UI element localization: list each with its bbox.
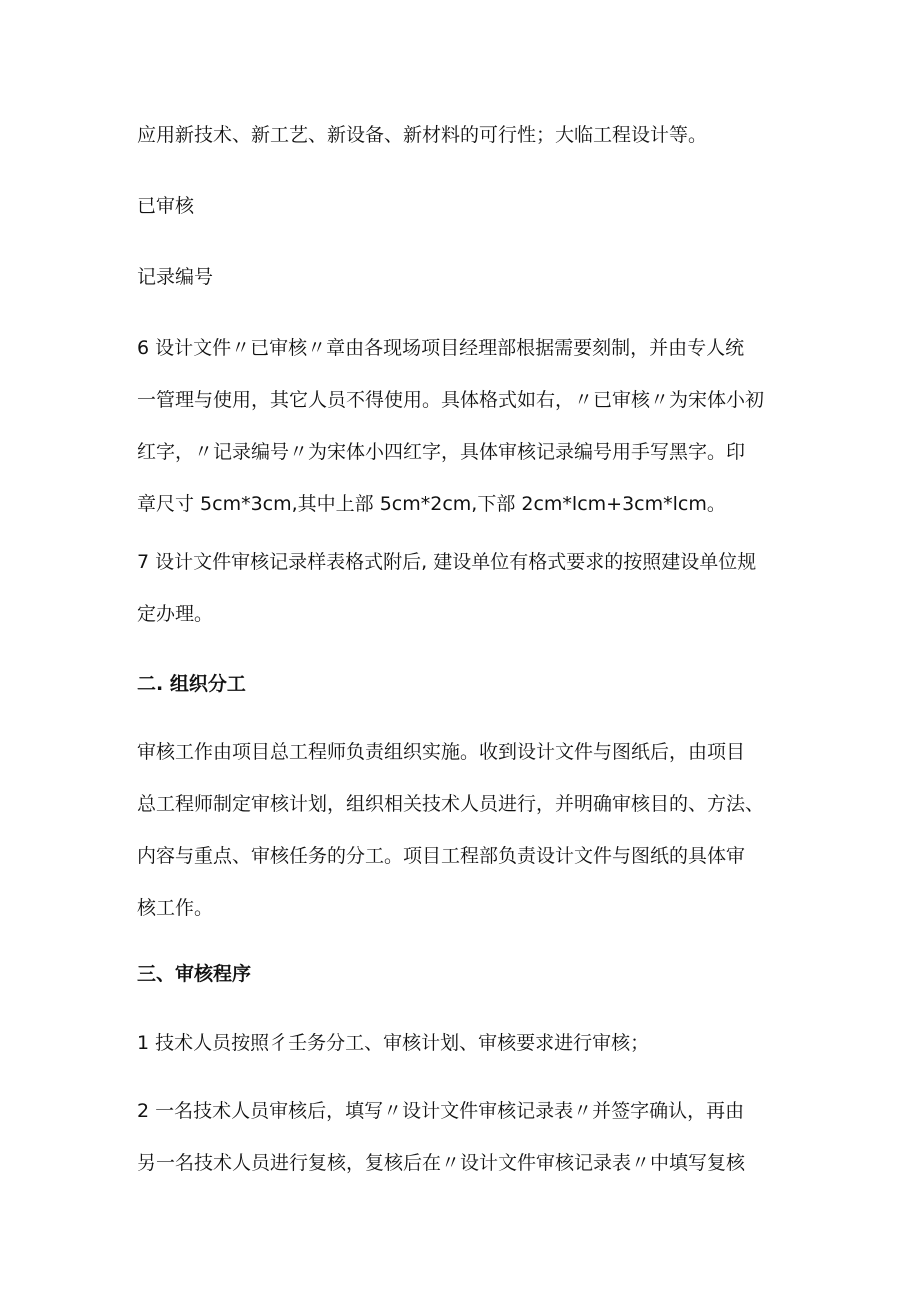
paragraph-procedure-1 [137,1017,797,1069]
section-heading-procedure [137,948,797,1000]
text-line: 内容与重点、审核任务的分工。项目工程部负责设计文件与图纸的具体审 [137,845,746,867]
text-line: 审核工作由项目总工程师负责组织实施。收到设计文件与图纸后，由项目 [137,741,746,763]
section-heading-organization [137,658,797,710]
paragraph-organization [137,726,797,934]
text-line: 应用新技术、新工艺、新设备、新材料的可行性；大临工程设计等。 [137,124,708,146]
paragraph-item-6 [137,322,797,530]
paragraph-feasibility [137,109,797,161]
heading-text: 二. 组织分工 [137,673,246,695]
text-line: 红字，〃记录编号〃为宋体小四红字，具体审核记录编号用手写黑字。印 [137,441,746,463]
text-line: 已审核 [137,195,195,217]
text-line: 总工程师制定审核计划，组织相关技术人员进行，并明确审核目的、方法、 [137,793,765,815]
paragraph-procedure-2 [137,1085,797,1189]
text-line: 6 设计文件〃已审核〃章由各现场项目经理部根据需要刻制，并由专人统 [137,337,745,359]
stamp-label-reviewed [137,180,797,232]
text-line: 章尺寸 5cm*3cm,其中上部 5cm*2cm,下部 2cm*lcm+3cm*lcm。 [137,493,726,515]
heading-text: 三、审核程序 [137,963,252,985]
stamp-label-record-number [137,251,797,303]
paragraph-item-7 [137,536,797,640]
text-line: 另一名技术人员进行复核，复核后在〃设计文件审核记录表〃中填写复核 [137,1152,746,1174]
text-line: 7 设计文件审核记录样表格式附后, 建设单位有格式要求的按照建设单位规 [137,551,757,573]
text-line: 核工作。 [137,897,214,919]
text-line: 一管理与使用，其它人员不得使用。具体格式如右，〃已审核〃为宋体小初 [137,389,765,411]
text-line: 记录编号 [137,266,214,288]
text-line: 1 技术人员按照彳壬务分工、审核计划、审核要求进行审核； [137,1032,650,1054]
text-line: 2 一名技术人员审核后，填写〃设计文件审核记录表〃并签字确认，再由 [137,1100,745,1122]
text-line: 定办理。 [137,603,214,625]
